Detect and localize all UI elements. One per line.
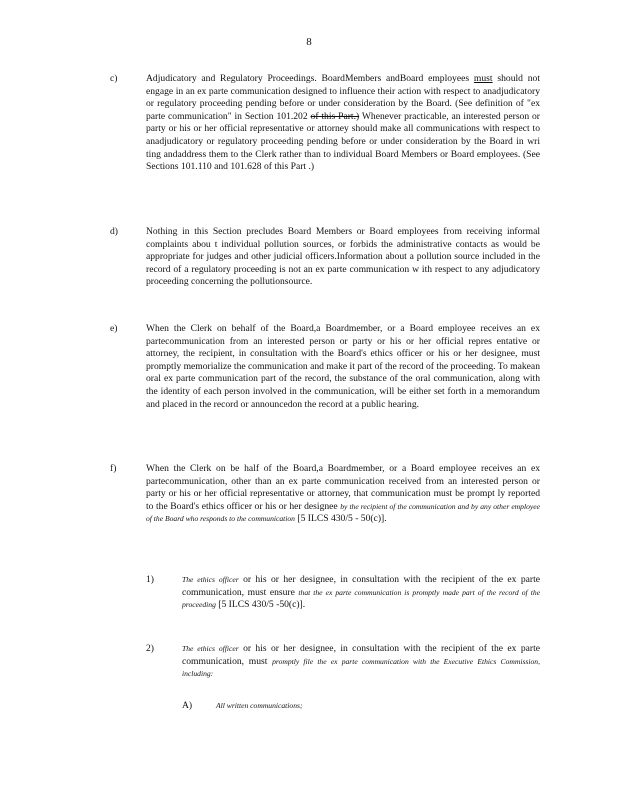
paragraph-f-label: f) (110, 463, 117, 474)
paragraph-f-text: When the Clerk on be half of the Board,a Boardmember, or a Board employee receives an ex partecommunication, other than an ex parte communication received from an interested person or party or his or her official representative or attorney, that communication must be prompt ly reported to the Board's ethics officer or his or her designee by the recipient of the communication and by any other employee of the Board who responds to the communication [5 ILCS 430/5 - 50(c)]. (146, 463, 540, 525)
paragraph-d-label: d) (110, 226, 118, 237)
page-number: 8 (306, 36, 312, 48)
paragraph-d (110, 226, 540, 289)
item-1-label: 1) (146, 574, 154, 585)
paragraph-e (110, 323, 540, 411)
paragraph-c-label: c) (110, 73, 118, 84)
item-1 (146, 574, 540, 612)
item-A-label: A) (182, 700, 193, 711)
paragraph-c (110, 73, 540, 174)
inserted-must: must (473, 73, 493, 84)
paragraph-f (110, 463, 540, 526)
item-A (182, 700, 482, 713)
statutory-italic-text: by the recipient of the communication and by any other employee of the Board who responds to the communication (146, 501, 540, 524)
item-2-label: 2) (146, 643, 154, 654)
item-A-text: All written communications; (216, 701, 303, 710)
item-2 (146, 643, 540, 681)
paragraph-e-label: e) (110, 323, 118, 334)
paragraph-c-text: Adjudicatory and Regulatory Proceedings. BoardMembers andBoard employees must should not engage in an ex parte communication designed to influence their action with respect to anadjudicatory or regulatory proceeding pending before or under consideration by the Board. (See definition of "ex parte communication" in Section 101.202 of this Part.) Whenever practicable, an interested person or party or his or her official representative or attorney should make all communications with respect to anadjudicatory or regulatory proceeding pending before or under consideration by the Board in wri ting andaddress them to the Clerk rather than to individual Board Members or Board employees. (See Sections 101.110 and 101.628 of this Part .) (146, 73, 541, 173)
paragraph-e-text: When the Clerk on behalf of the Board,a Boardmember, or a Board employee receives an ex partecommunication from an interested person or party or his or her official repres entative or attorney, the recipient, in consultation with the Board's ethics officer or his or her designee, must promptly memorialize the communication and make it part of the record of the proceeding. To makean oral ex parte communication part of the record, the substance of the oral communication, along with the identity of each person involved in the communication, will be either set forth in a memorandum and placed in the record or announcedon the record at a public hearing. (146, 323, 540, 410)
paragraph-d-text: Nothing in this Section precludes Board Members or Board employees from receiving informal complaints abou t individual pollution sources, or forbids the administrative contacts as would be appropriate for judges and other judicial officers.Information about a pollution source included in the record of a regulatory proceeding is not an ex parte communication w ith respect to any adjudicatory proceeding concerning the pollutionsource. (146, 226, 540, 288)
struck-text: of this Part.) (310, 110, 360, 122)
item-1-text: The ethics officer or his or her designee, in consultation with the recipient of the ex parte communication, must ensure that the ex parte communication is promptly made part of the record of the proceeding [5 ILCS 430/5 -50(c)]. (182, 574, 540, 611)
item-2-text: The ethics officer or his or her designee, in consultation with the recipient of the ex parte communication, must promptly file the ex parte communication with the Executive Ethics Commission, including: (182, 643, 540, 679)
